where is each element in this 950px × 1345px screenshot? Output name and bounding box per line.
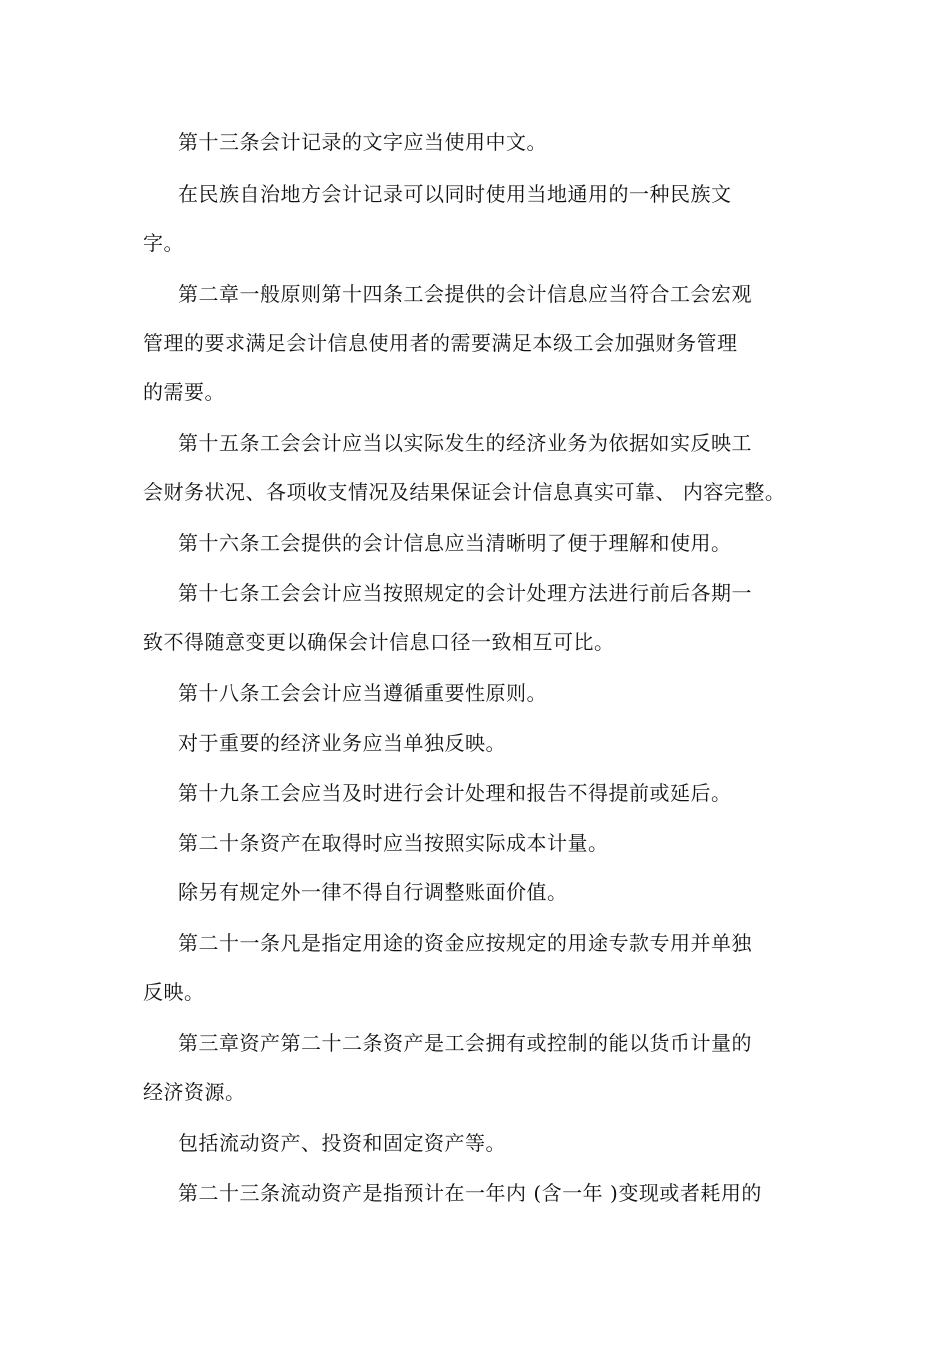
text-line: 第十三条会计记录的文字应当使用中文。: [178, 130, 547, 154]
text-line: 第三章资产第二十二条资产是工会拥有或控制的能以货币计量的: [178, 1031, 752, 1055]
text-line: 会财务状况、各项收支情况及结果保证会计信息真实可靠、 内容完整。: [143, 480, 786, 504]
text-line: 第十六条工会提供的会计信息应当清晰明了便于理解和使用。: [178, 531, 732, 555]
text-line: 包括流动资产、投资和固定资产等。: [178, 1131, 506, 1155]
text-line: 管理的要求满足会计信息使用者的需要满足本级工会加强财务管理: [143, 331, 738, 355]
text-line: 第十七条工会会计应当按照规定的会计处理方法进行前后各期一: [178, 581, 752, 605]
text-line: 第二十一条凡是指定用途的资金应按规定的用途专款专用并单独: [178, 931, 752, 955]
text-line: 第十九条工会应当及时进行会计处理和报告不得提前或延后。: [178, 781, 732, 805]
text-line: 第二章一般原则第十四条工会提供的会计信息应当符合工会宏观: [178, 282, 752, 306]
text-line: 反映。: [143, 980, 205, 1004]
text-line: 在民族自治地方会计记录可以同时使用当地通用的一种民族文: [178, 182, 732, 206]
text-line: 的需要。: [143, 380, 225, 404]
text-line: 第十八条工会会计应当遵循重要性原则。: [178, 681, 547, 705]
text-line: 第十五条工会会计应当以实际发生的经济业务为依据如实反映工: [178, 431, 752, 455]
text-line: 第二十条资产在取得时应当按照实际成本计量。: [178, 831, 609, 855]
text-line: 致不得随意变更以确保会计信息口径一致相互可比。: [143, 630, 615, 654]
text-line: 对于重要的经济业务应当单独反映。: [178, 731, 506, 755]
text-line: 除另有规定外一律不得自行调整账面价值。: [178, 880, 568, 904]
text-line: 字。: [143, 231, 184, 255]
text-line: 第二十三条流动资产是指预计在一年内 (含一年 )变现或者耗用的: [178, 1181, 762, 1205]
text-line: 经济资源。: [143, 1080, 246, 1104]
